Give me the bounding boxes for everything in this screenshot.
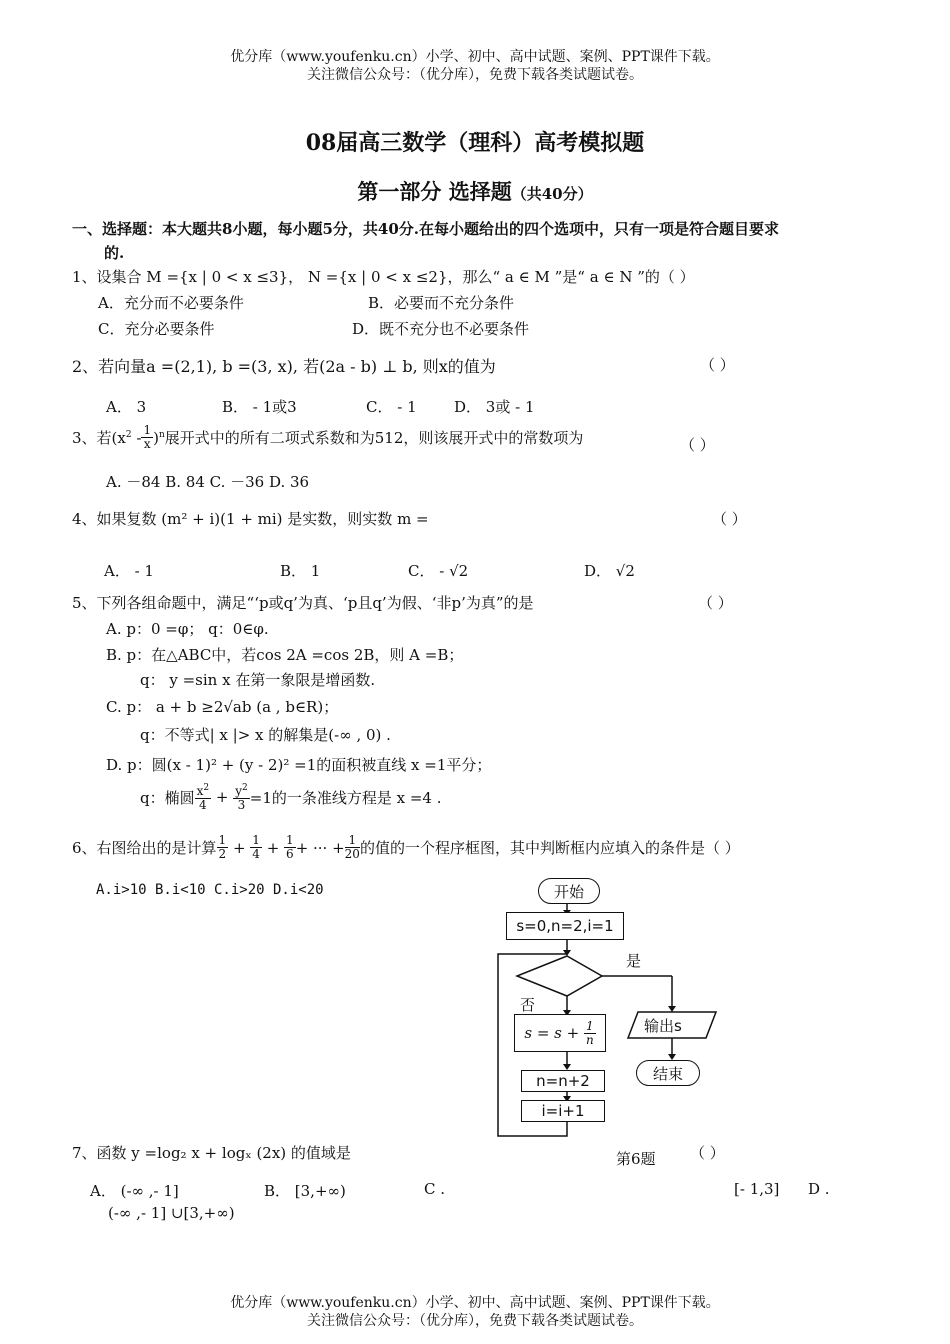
q4-option-b: B． 1 bbox=[280, 562, 321, 580]
q2-option-c: C． - 1 bbox=[366, 398, 417, 416]
q6-frac-sixth: $\frac{1}{6}$ bbox=[286, 833, 294, 861]
q1-option-d: D．既不充分也不必要条件 bbox=[352, 320, 530, 338]
q4-option-c: C． - √2 bbox=[408, 562, 469, 580]
q4-option-a: A． - 1 bbox=[104, 562, 154, 580]
flow-decision-diamond bbox=[517, 956, 602, 996]
section-score: （共40分） bbox=[511, 185, 593, 203]
q3-frac-den: x bbox=[143, 437, 151, 451]
q4-paren: （ ） bbox=[712, 510, 747, 528]
flow-update-frac: $\frac{1}{n}$ bbox=[585, 1018, 594, 1047]
flow-i-update: i=i+1 bbox=[521, 1100, 605, 1122]
q2-option-a: A． 3 bbox=[106, 398, 147, 416]
q7-option-a: A． (-∞ ,- 1] bbox=[90, 1182, 179, 1200]
flow-no-label: 否 bbox=[520, 996, 536, 1014]
q5-ellipse-frac-y: $\frac{y^2}{3}$ bbox=[235, 783, 248, 812]
flow-output-label: 输出s bbox=[644, 1017, 682, 1035]
q7-paren: （ ） bbox=[690, 1144, 725, 1162]
q5-plus: + bbox=[211, 788, 234, 806]
q6-caption: 第6题 bbox=[616, 1150, 656, 1168]
q7-stem: 7、函数 y =log₂ x + logₓ (2x) 的值域是 bbox=[72, 1144, 351, 1162]
q7-option-d: D . bbox=[808, 1180, 830, 1198]
section-heading bbox=[0, 176, 950, 206]
q3-stem-post: 展开式中的所有二项式系数和为512，则该展开式中的常数项为 bbox=[164, 429, 584, 447]
q5-paren: （ ） bbox=[698, 594, 733, 612]
q4-option-d: D． √2 bbox=[584, 562, 635, 580]
q7-option-c: C . bbox=[424, 1180, 446, 1198]
flow-update-s-text: s = s + bbox=[524, 1024, 580, 1042]
q5-option-a: A. p：0 =φ； q：0∈φ. bbox=[106, 620, 269, 638]
q5-ellipse-frac-x: $\frac{x^2}{4}$ bbox=[196, 783, 210, 812]
q1-option-a: A．充分而不必要条件 bbox=[98, 294, 244, 312]
q2-option-b: B． - 1或3 bbox=[222, 398, 297, 416]
q5-option-b-p: B. p：在△ABC中，若cos 2A =cos 2B，则 A =B； bbox=[106, 646, 464, 664]
q6-frac-quarter: $\frac{1}{4}$ bbox=[252, 833, 260, 861]
instructions-line-1: 一、选择题：本大题共8小题，每小题5分，共40分.在每小题给出的四个选项中，只有一项是符合题目要求 bbox=[72, 220, 779, 238]
q6-options: A.i>10 B.i<10 C.i>20 D.i<20 bbox=[96, 882, 324, 898]
footer-line-1: 优分库（www.youfenku.cn）小学、初中、高中试题、案例、PPT课件下载。 bbox=[230, 1295, 720, 1311]
q5-d-q-post: =1的一条准线方程是 x =4 . bbox=[249, 788, 442, 807]
q7-option-d-value: (-∞ ,- 1] ∪[3,+∞) bbox=[108, 1204, 235, 1222]
q2-option-d: D． 3或 - 1 bbox=[454, 398, 535, 416]
q3-exponent: )$^n$ bbox=[153, 428, 165, 447]
q5-option-b-q: q： y =sin x 在第一象限是增函数. bbox=[140, 671, 376, 689]
flow-init: s=0,n=2,i=1 bbox=[506, 912, 624, 940]
flow-end: 结束 bbox=[636, 1060, 700, 1086]
q6-stem-post: 的值的一个程序框图，其中判断框内应填入的条件是（ ） bbox=[359, 839, 740, 857]
q3-options: A. －84 B. 84 C. －36 D. 36 bbox=[106, 473, 310, 491]
q5-option-c-q: q：不等式| x |> x 的解集是(-∞ , 0) . bbox=[140, 726, 391, 744]
header-line-2: 关注微信公众号：（优分库），免费下载各类试题试卷。 bbox=[307, 67, 643, 83]
flow-update-s bbox=[514, 1014, 606, 1052]
header-line-1: 优分库（www.youfenku.cn）小学、初中、高中试题、案例、PPT课件下载。 bbox=[230, 49, 720, 65]
q5-option-d-p: D. p：圆(x - 1)² + (y - 2)² =1的面积被直线 x =1平分； bbox=[106, 756, 492, 774]
q5-option-c-p: C. p： a + b ≥2√ab (a , b∈R)； bbox=[106, 698, 339, 716]
flow-n-update: n=n+2 bbox=[521, 1070, 605, 1092]
q6-stem: 6、右图给出的是计算 $\frac{1}{2}$ + $\frac{1}{4}$ + $\frac{1}{6}$ + ··· + $\frac{1}{20}$ 的值的一个程序框图，其中判断框内应填入的条件是（ ） bbox=[72, 833, 740, 861]
q6-frac-twentieth: $\frac{1}{20}$ bbox=[344, 833, 360, 861]
q5-option-d-q bbox=[140, 782, 442, 812]
q2-paren: （ ） bbox=[700, 356, 735, 374]
q5-d-q-pre: q：椭圆 bbox=[140, 788, 195, 807]
q7-option-b: B． [3,+∞) bbox=[264, 1182, 346, 1200]
q3-fraction bbox=[141, 424, 153, 451]
q6-stem-pre: 6、右图给出的是计算 bbox=[72, 839, 217, 857]
instructions-line-2: 的. bbox=[104, 244, 125, 262]
q2-stem: 2、若向量a =(2,1), b =(3, x), 若(2a - b) ⊥ b, 则x的值为 bbox=[72, 357, 496, 376]
page-title: 08届高三数学（理科）高考模拟题 bbox=[305, 130, 645, 156]
flow-yes-label: 是 bbox=[626, 952, 642, 970]
q5-stem: 5、下列各组命题中，满足“‘p或q’为真、‘p且q’为假、‘非p’为真”的是 bbox=[72, 594, 534, 612]
q1-option-c: C．充分必要条件 bbox=[98, 320, 215, 338]
q3-paren: （ ） bbox=[680, 436, 715, 454]
section-name: 第一部分 选择题 bbox=[357, 179, 512, 204]
q3-binomial: ($x^2$ - bbox=[111, 428, 142, 447]
q3-stem bbox=[72, 424, 583, 451]
q1-stem: 1、设集合 M ={x | 0 < x ≤3}， N ={x | 0 < x ≤2}，那么“ a ∈ M ”是“ a ∈ N ”的（ ） bbox=[72, 268, 695, 286]
footer-line-2: 关注微信公众号：（优分库），免费下载各类试题试卷。 bbox=[307, 1313, 643, 1329]
q7-option-c-value: [- 1,3] bbox=[734, 1180, 780, 1198]
q6-frac-half: $\frac{1}{2}$ bbox=[218, 833, 227, 861]
q3-frac-num: 1 bbox=[143, 423, 152, 437]
q3-stem-pre: 3、若 bbox=[72, 429, 112, 447]
q4-stem: 4、如果复数 (m² + i)(1 + mi) 是实数，则实数 m = bbox=[72, 510, 429, 528]
q6-stem-sum: + ··· + bbox=[295, 838, 345, 857]
q1-option-b: B．必要而不充分条件 bbox=[368, 294, 515, 312]
flow-start: 开始 bbox=[538, 878, 600, 904]
